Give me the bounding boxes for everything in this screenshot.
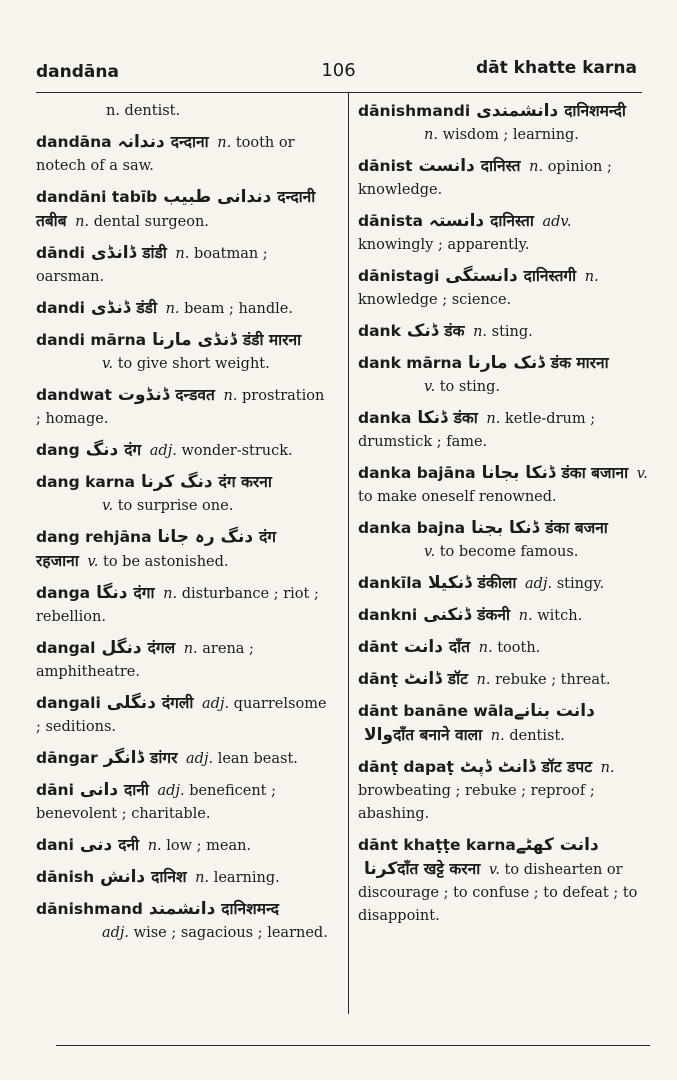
entry-hindi: दन्दानी तबीब [36, 188, 316, 230]
entry-definition: wonder-struck. [181, 443, 293, 459]
entry-hindi: दानिस्त [480, 157, 521, 175]
entry-headword: dangal [36, 639, 96, 657]
entry-pos: n. [223, 388, 238, 404]
entry-hindi: दनी [118, 836, 140, 854]
entry-pos: adj. [102, 925, 130, 941]
entry-definition: dentist. [509, 728, 565, 744]
entry-urdu: دانش [100, 867, 146, 887]
entry-headword: dank mārna [358, 354, 463, 372]
entry-headword: dang karna [36, 473, 135, 491]
entry-urdu: ڈنکنی [423, 605, 472, 625]
dictionary-entry [36, 242, 328, 289]
entry-definition: ketle-drum ; drumstick ; fame. [358, 411, 596, 450]
entry-hindi: दानिश [151, 868, 187, 886]
entry-urdu: دانشمند [148, 899, 216, 919]
page-header [0, 0, 677, 95]
entry-hindi: डॉट [447, 670, 468, 688]
entry-definition: quarrelsome ; seditions. [36, 696, 327, 735]
entry-definition: wisdom ; learning. [442, 127, 579, 143]
dictionary-entry [358, 517, 648, 564]
entry-definition: knowingly ; apparently. [358, 237, 530, 253]
entry-pos: n. [195, 870, 210, 886]
entry-definition: low ; mean. [166, 838, 252, 854]
entry-definition: wise ; sagacious ; learned. [133, 925, 328, 941]
entry-hindi: डंक [444, 322, 465, 340]
entry-hindi: दानिशमन्दी [564, 102, 626, 120]
entry-hindi: डांडी [142, 244, 167, 262]
entry-urdu: دنگا [96, 583, 128, 603]
entry-urdu: دانت کھٹے کرنا [364, 835, 599, 879]
dictionary-entry [36, 898, 328, 945]
dictionary-entry [358, 700, 648, 748]
entry-pos: n. [75, 214, 90, 230]
dictionary-entry [358, 668, 648, 692]
entry-pos: n. [490, 728, 505, 744]
entry-hindi: दानी [124, 781, 149, 799]
footer-rule [56, 1045, 650, 1046]
entry-hindi: डंकनी [477, 606, 511, 624]
entry-headword: dāni [36, 781, 74, 799]
dictionary-entry [358, 352, 648, 399]
header-guide-word-right: dāt khatte karna [475, 58, 637, 78]
dictionary-entry [36, 526, 328, 574]
entry-urdu: دنگلی [106, 693, 156, 713]
dictionary-entry [358, 462, 648, 509]
entry-headword: dānish [36, 868, 95, 886]
entry-hindi: दंगा [133, 584, 155, 602]
entry-headword: dānista [358, 212, 423, 230]
dictionary-entry [358, 320, 648, 344]
entry-pos: v. [87, 554, 99, 570]
dictionary-entry [358, 155, 648, 202]
entry-headword: dānt [358, 638, 398, 656]
entry-pos: adv. [542, 214, 572, 230]
entry-headword: danga [36, 584, 91, 602]
entry-headword: dandwat [36, 386, 112, 404]
entry-pos: n. [529, 159, 544, 175]
dictionary-entry [36, 637, 328, 684]
entry-urdu: ڈنکا بجانا [481, 463, 556, 483]
entry-hindi: दंगल [147, 639, 176, 657]
entry-pos: adj. [149, 443, 177, 459]
dictionary-entry [36, 384, 328, 431]
dictionary-entry [36, 582, 328, 629]
dictionary-entry [36, 747, 328, 771]
entry-definition: boatman ; oarsman. [36, 246, 268, 285]
entry-urdu: ڈنڈی مارنا [152, 330, 237, 350]
entry-urdu: ڈانڈی [91, 243, 137, 263]
entry-hindi: डंडी मारना [242, 331, 302, 349]
entry-headword: dang rehjāna [36, 528, 152, 546]
entry-pos: v. [424, 379, 436, 395]
entry-urdu: دنگ [85, 440, 119, 460]
entry-hindi: दन्दाना [170, 133, 209, 151]
entry-headword: dānṭ dapaṭ [358, 758, 454, 776]
dictionary-entry [358, 100, 648, 147]
column-divider [348, 92, 349, 1014]
page-number: 106 [321, 60, 356, 81]
entry-pos: n. [473, 324, 488, 340]
dictionary-entry [358, 265, 648, 312]
dictionary-entry [36, 297, 328, 321]
left-column [36, 100, 328, 953]
entry-urdu: دانت بنانے والا [364, 701, 595, 745]
entry-hindi: डंका बजाना [561, 464, 629, 482]
entry-urdu: ڈنک مارنا [468, 353, 545, 373]
dictionary-entry [358, 572, 648, 596]
entry-definition: to dishearten or discourage ; to confuse ; to defeat ; to disappoint. [358, 862, 638, 924]
entry-headword: dānt khaṭṭe karna [358, 836, 516, 854]
entry-headword: dānistagi [358, 267, 440, 285]
entry-definition: rebuke ; threat. [495, 672, 611, 688]
entry-headword: dangali [36, 694, 101, 712]
entry-headword: danka bajna [358, 519, 466, 537]
entry-definition: beam ; handle. [184, 301, 293, 317]
dictionary-entry [36, 186, 328, 234]
dictionary-entry [358, 210, 648, 257]
entry-urdu: دانی [79, 780, 119, 800]
entry-definition: tooth or notech of a saw. [36, 135, 295, 174]
entry-headword: dang [36, 441, 80, 459]
dictionary-entry [358, 407, 648, 454]
entry-pos: n. [175, 246, 190, 262]
entry-pos: n. [478, 640, 493, 656]
dictionary-entry [36, 779, 328, 826]
entry-headword: dānist [358, 157, 413, 175]
entry-pos: n. [183, 641, 198, 657]
entry-hindi: दंगली [161, 694, 194, 712]
entry-pos: n. [165, 301, 180, 317]
entry-definition: tooth. [497, 640, 541, 656]
dictionary-entry [358, 636, 648, 660]
entry-pos: n. [486, 411, 501, 427]
entry-hindi: दंग करना [218, 473, 272, 491]
entry-pos: adj. [157, 783, 185, 799]
entry-hindi: डंका बजना [545, 519, 608, 537]
entry-headword: dāngar [36, 749, 98, 767]
entry-hindi: दाँत [448, 638, 471, 656]
dictionary-entry [358, 834, 648, 928]
entry-headword: dankīla [358, 574, 422, 592]
entry-definition: disturbance ; riot ; rebellion. [36, 586, 319, 625]
entry-hindi: डॉट डपट [541, 758, 593, 776]
entry-urdu: دانستگی [445, 266, 518, 286]
entry-headword: dank [358, 322, 401, 340]
entry-headword: dānt banāne wāla [358, 702, 514, 720]
entry-pos: adj. [202, 696, 230, 712]
dictionary-entry [36, 131, 328, 178]
entry-definition: dental surgeon. [93, 214, 209, 230]
dictionary-entry [36, 100, 328, 123]
entry-hindi: दानिशमन्द [221, 900, 279, 918]
entry-pos: n. [163, 586, 178, 602]
entry-headword: danka [358, 409, 412, 427]
entry-definition: arena ; amphitheatre. [36, 641, 254, 680]
entry-definition: to give short weight. [117, 356, 270, 372]
entry-urdu: دنگ کرنا [141, 472, 213, 492]
dictionary-entry [36, 439, 328, 463]
entry-urdu: ڈنڈی [91, 298, 131, 318]
entry-urdu: ڈانٹ [404, 669, 442, 689]
entry-urdu: دنگل [101, 638, 142, 658]
dictionary-entry [36, 692, 328, 739]
entry-headword: dani [36, 836, 74, 854]
entry-hindi: डंकीला [477, 574, 517, 592]
dictionary-entry [36, 866, 328, 890]
entry-urdu: ڈانگر [103, 748, 145, 768]
entry-headword: dandāna [36, 133, 112, 151]
entry-definition: to surprise one. [117, 498, 234, 514]
entry-definition: browbeating ; rebuke ; reproof ; abashing. [358, 783, 595, 822]
entry-headword: dankni [358, 606, 418, 624]
entry-urdu: ڈنک [406, 321, 439, 341]
entry-headword: danka bajāna [358, 464, 476, 482]
entry-headword: dandi mārna [36, 331, 147, 349]
entry-urdu: دنگ رہ جانا [157, 527, 254, 547]
entry-pos: n. [518, 608, 533, 624]
entry-urdu: دندانہ [117, 132, 165, 152]
entry-pos: n. [147, 838, 162, 854]
entry-definition: opinion ; knowledge. [358, 159, 612, 198]
entry-definition: prostration ; homage. [36, 388, 325, 427]
entry-definition: to become famous. [439, 544, 579, 560]
dictionary-entry [36, 834, 328, 858]
entry-pos: v. [488, 862, 500, 878]
entry-definition: to sting. [439, 379, 501, 395]
entry-headword: dandi [36, 299, 85, 317]
entry-headword: dandāni tabīb [36, 188, 158, 206]
entry-hindi: दंग [124, 441, 142, 459]
entry-pos: adj. [525, 576, 553, 592]
entry-pos: v. [102, 356, 114, 372]
right-column [358, 100, 648, 936]
entry-pos: n. [424, 127, 438, 143]
entry-urdu: ڈانٹ ڈپٹ [459, 757, 536, 777]
entry-hindi: दन्डवत [175, 386, 215, 404]
entry-pos: v. [424, 544, 436, 560]
entry-urdu: دنی [79, 835, 113, 855]
entry-urdu: دانشمندی [476, 101, 559, 121]
dictionary-entry [36, 471, 328, 518]
entry-urdu: ڈنڈوت [117, 385, 170, 405]
dictionary-entry [358, 604, 648, 628]
header-rule [36, 92, 642, 93]
entry-hindi: डंका [453, 409, 478, 427]
entry-urdu: ڈنکیلا [427, 573, 472, 593]
header-guide-word-left: dandāna [36, 62, 119, 82]
dictionary-entry [36, 329, 328, 376]
entry-definition: to be astonished. [103, 554, 229, 570]
entry-hindi: दंग रहजाना [36, 528, 277, 570]
entry-pos: n. [217, 135, 232, 151]
entry-headword: dānṭ [358, 670, 398, 688]
entry-definition: beneficent ; benevolent ; charitable. [36, 783, 277, 822]
entry-urdu: دانست [418, 156, 475, 176]
entry-headword: dānishmand [36, 900, 143, 918]
entry-hindi: दानिस्तगी [523, 267, 577, 285]
entry-hindi: डंक मारना [550, 354, 609, 372]
entry-pos: adj. [186, 751, 214, 767]
entry-pos: n. [600, 760, 615, 776]
entry-urdu: دندانی طبیب [163, 187, 272, 207]
entry-hindi: डंडी [136, 299, 157, 317]
entry-definition: sting. [491, 324, 533, 340]
dictionary-entry [358, 756, 648, 826]
entry-urdu: دانت [404, 637, 443, 657]
entry-pos: v. [102, 498, 114, 514]
entry-definition: knowledge ; science. [358, 292, 512, 308]
entry-hindi: दाँत बनाने वाला [393, 726, 483, 744]
entry-hindi: दानिस्ता [490, 212, 534, 230]
entry-definition: to make oneself renowned. [358, 489, 557, 505]
entry-pos: v. [636, 466, 648, 482]
entry-urdu: ڈنکا بجنا [471, 518, 540, 538]
entry-urdu: ڈنکا [417, 408, 448, 428]
entry-definition: lean beast. [217, 751, 298, 767]
entry-pos: n. [476, 672, 491, 688]
entry-hindi: डांगर [150, 749, 178, 767]
entry-definition: n. dentist. [106, 103, 181, 119]
entry-definition: learning. [213, 870, 280, 886]
entry-hindi: दाँत खट्टे करना [397, 860, 481, 878]
entry-definition: witch. [537, 608, 583, 624]
entry-pos: n. [584, 269, 599, 285]
entry-headword: dāndi [36, 244, 85, 262]
entry-urdu: دانستہ [429, 211, 485, 231]
entry-definition: stingy. [556, 576, 605, 592]
entry-headword: dānishmandi [358, 102, 471, 120]
